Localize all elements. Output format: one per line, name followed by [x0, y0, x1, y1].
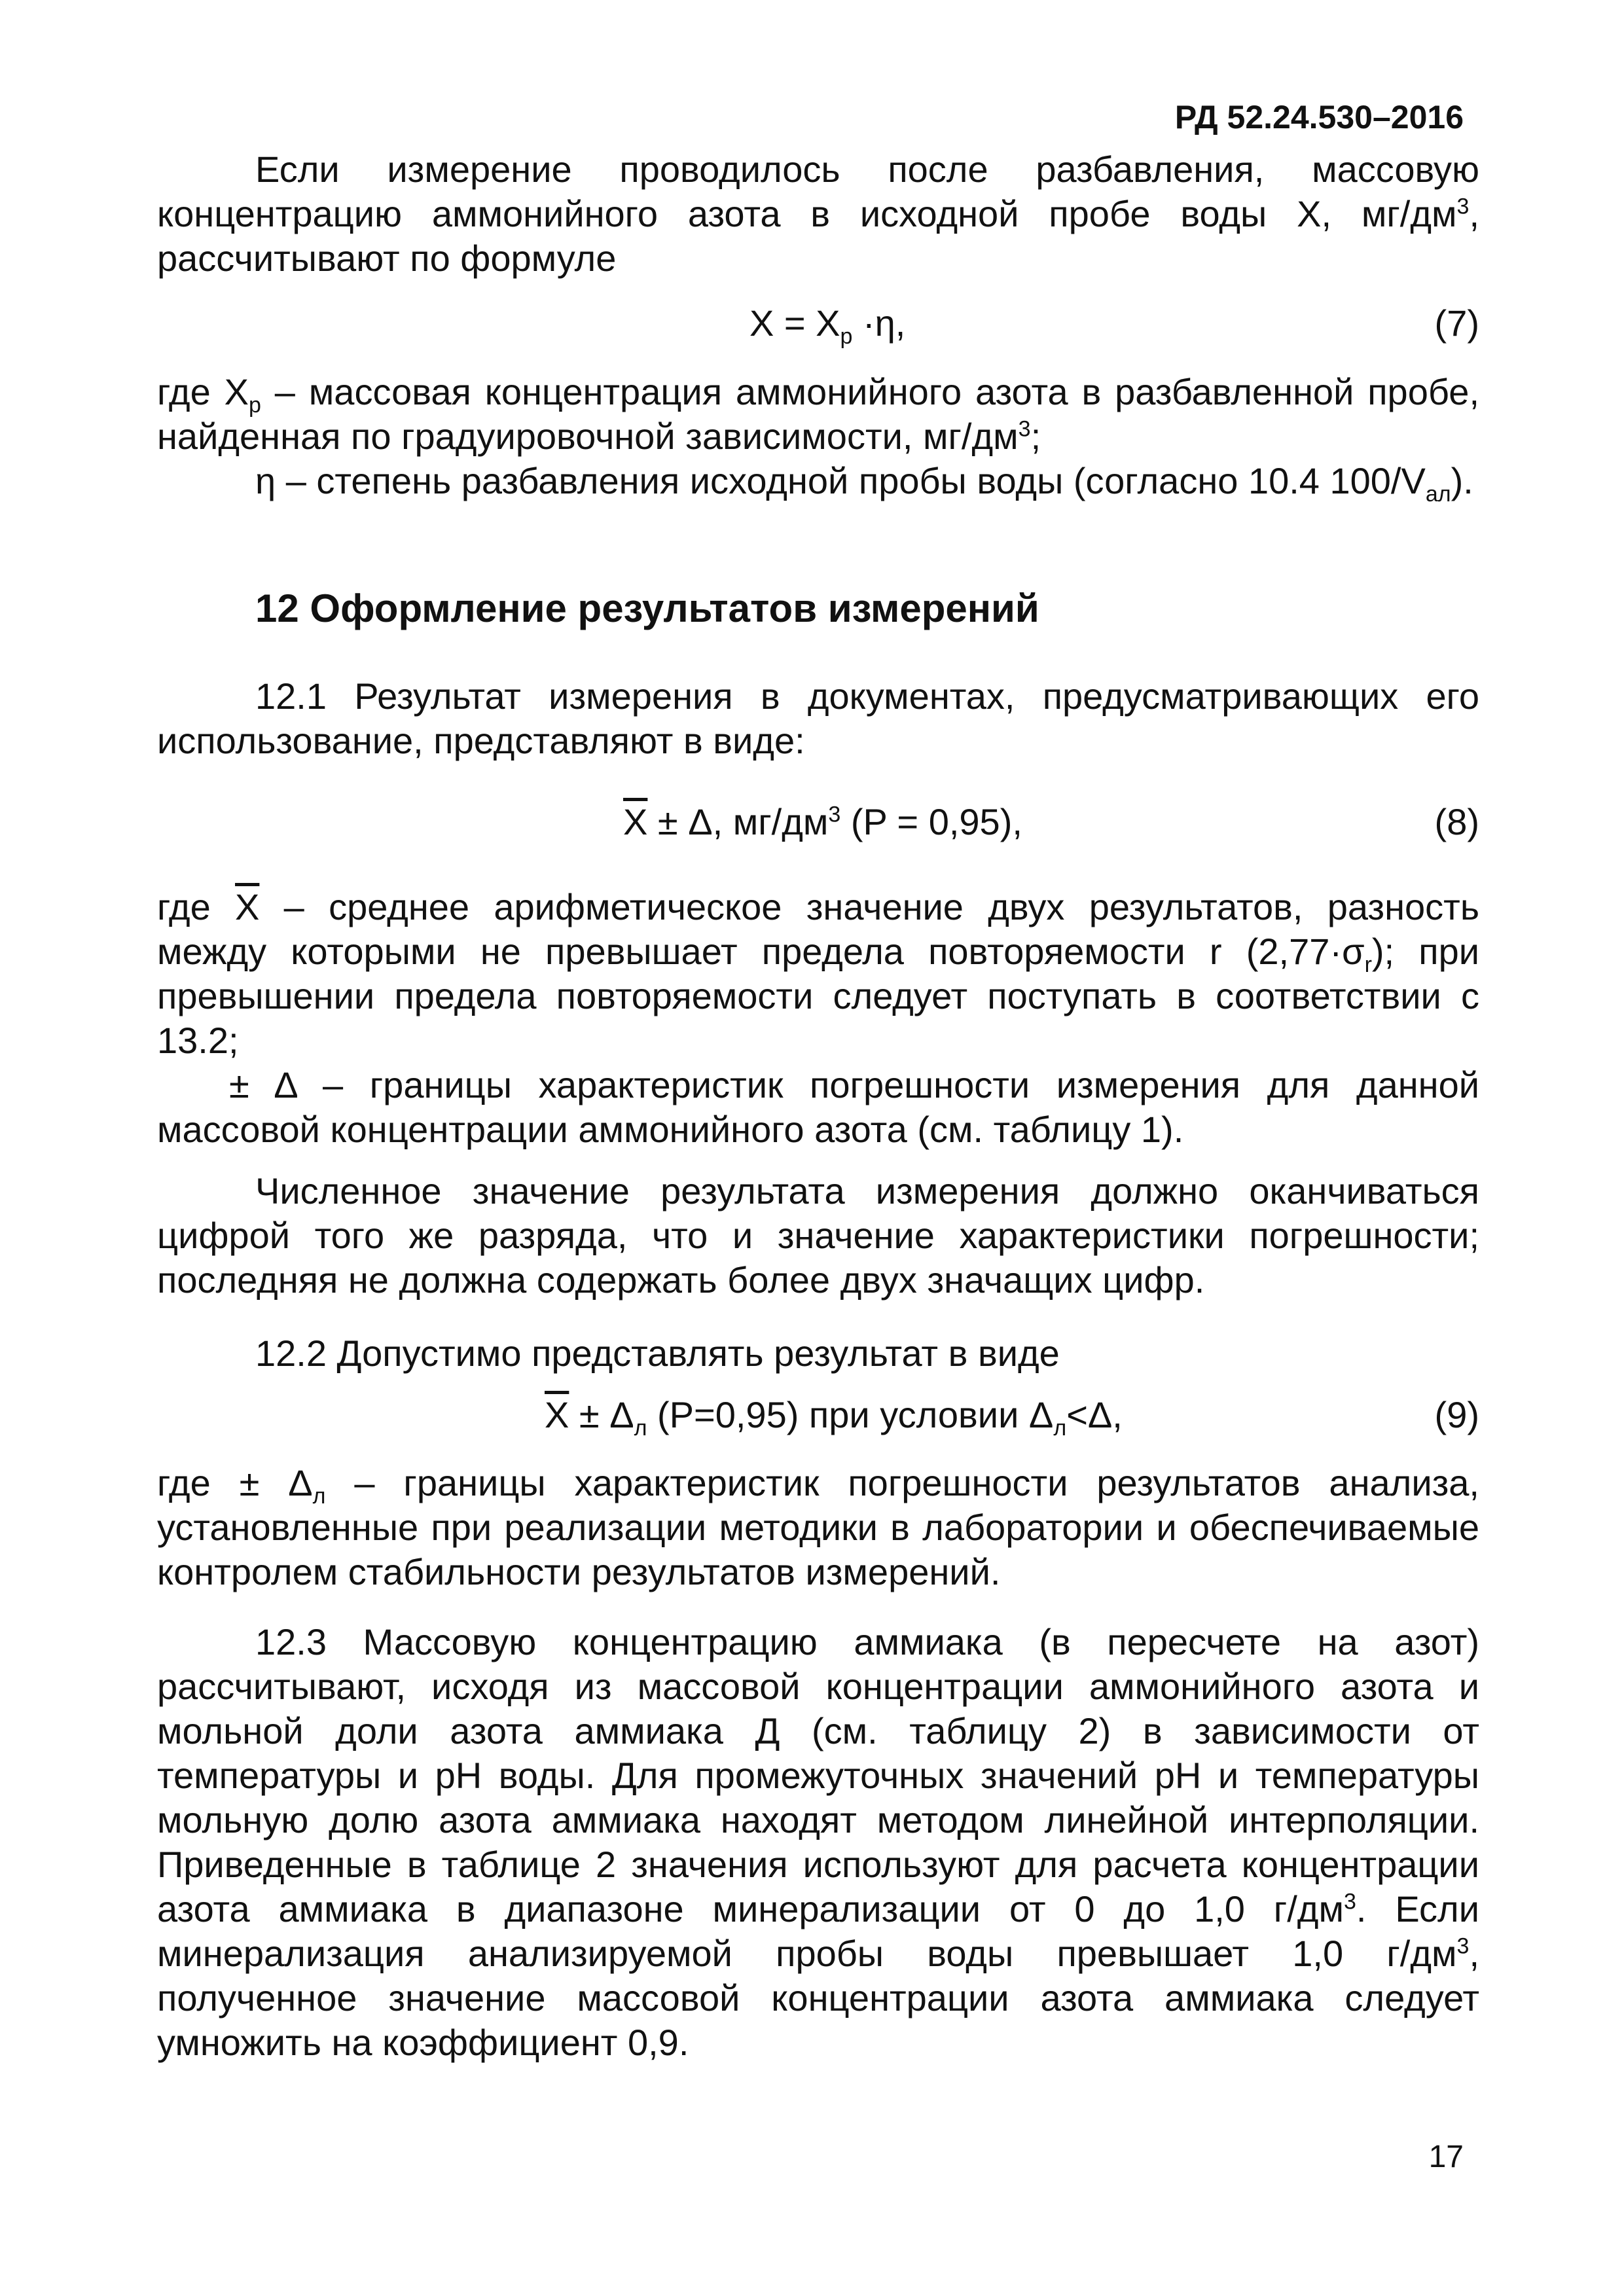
delta-definition: ± Δ – границы характеристик погрешности измерения для данной массовой концентрации аммонийного азота (см. таблицу 1). [157, 1064, 1479, 1150]
paragraph-12-1: 12.1 Результат измерения в документах, предусматривающих его использование, представляют в виде: [157, 675, 1479, 761]
where-xp-definition: где $X_р$ – массовая концентрация аммонийного азота в разбавленной пробе, найденная по градуировочной зависимости, $мг/дм^3$; [157, 371, 1479, 457]
equation-8-formula: $\overline{X} \pm \Delta$, $мг/дм^3$ (P = 0,95), [623, 801, 1022, 842]
section-heading: 12 Оформление результатов измерений [255, 586, 1039, 630]
where-mean-definition: где $\overline{X}$ – среднее арифметическое значение двух результатов, разность между которыми не превышает предела повторяемости r $(2,77\cdot\sigma_r)$; при превышении предела повторяемости следует поступать в соответствии с 13.2; [157, 886, 1480, 1061]
equation-7-formula: $X = X_р \cdot\eta$, [749, 302, 906, 350]
equation-9-number: (9) [1434, 1394, 1479, 1435]
eta-definition: η – степень разбавления исходной пробы воды (согласно 10.4 $100/V_{ал}$). [255, 460, 1473, 507]
equation-8-number: (8) [1434, 801, 1479, 842]
equation-9-formula: $\overline{X} \pm \Delta_л$ (P=0,95) при условии $\Delta_л<\Delta$, [545, 1394, 1123, 1441]
paragraph-dilution: Если измерение проводилось после разбавления, массовую концентрацию аммонийного азота в исходной пробе воды X, $мг/дм^3$, рассчитывают по формуле [157, 149, 1479, 279]
paragraph-numeric-value: Численное значение результата измерения должно оканчиваться цифрой того же разряда, что и значение характеристики погрешности; последняя не должна содержать более двух значащих цифр. [157, 1170, 1479, 1300]
paragraph-12-3: 12.3 Массовую концентрацию аммиака (в пересчете на азот) рассчитывают, исходя из массовой концентрации аммонийного азота и мольной доли азота аммиака Д (см. таблицу 2) в зависимости от температуры и pH воды. Для промежуточных значений pH и температуры мольную долю азота аммиака находят методом линейной интерполяции. Приведенные в таблице 2 значения используют для расчета концентрации азота аммиака в диапазоне минерализации от 0 до 1,0 $г/дм^3$. Если минерализация анализируемой пробы воды превышает 1,0 $г/дм^3$, полученное значение массовой концентрации азота аммиака следует умножить на коэффициент 0,9. [157, 1621, 1479, 2063]
page-number: 17 [1428, 2140, 1464, 2174]
paragraph-12-2: 12.2 Допустимо представлять результат в виде [255, 1333, 1060, 1374]
where-delta-l-definition: где ± $\Delta_л$ – границы характеристик погрешности результатов анализа, установленные при реализации методики в лаборатории и обеспечиваемые контролем стабильности результатов измерений. [157, 1462, 1479, 1592]
equation-7-number: (7) [1434, 302, 1479, 344]
document-id: РД 52.24.530–2016 [1174, 99, 1464, 135]
